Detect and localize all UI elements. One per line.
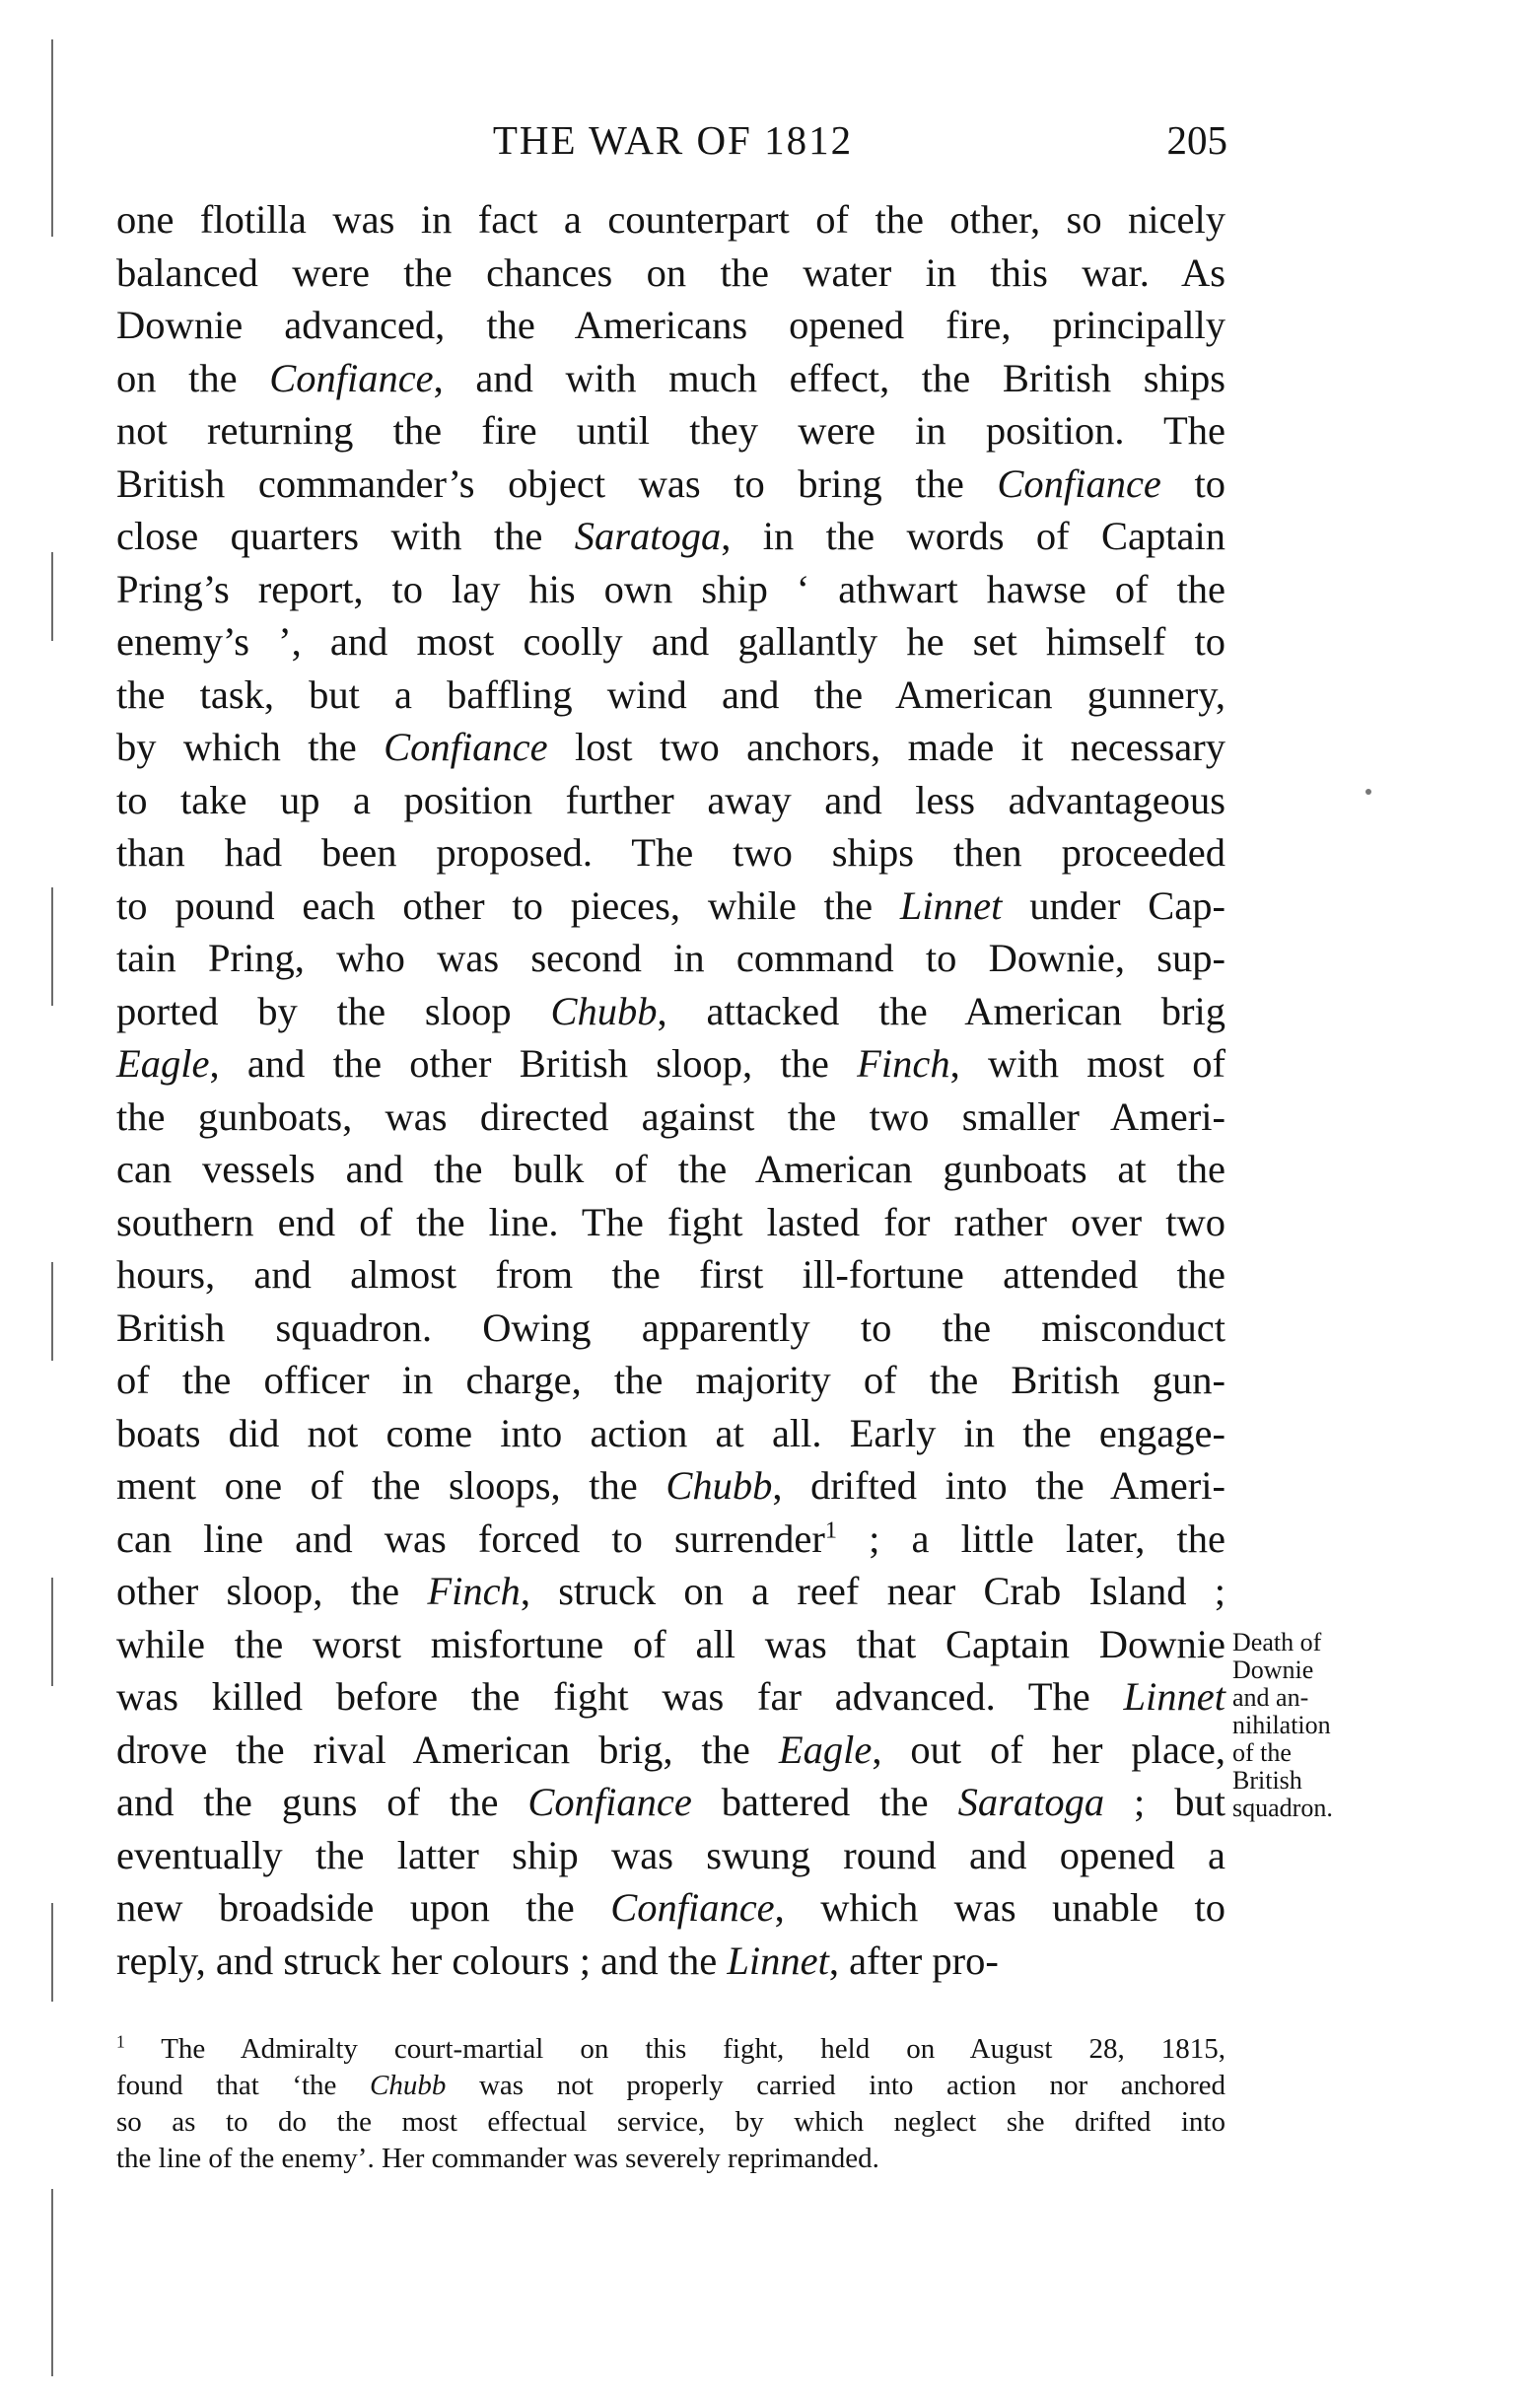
marginal-note-line: nihilation xyxy=(1232,1711,1331,1739)
footnote-marker: 1 xyxy=(824,1516,838,1543)
italic-text: Confiance xyxy=(527,1780,692,1824)
text-run: ment one of the sloops, the xyxy=(116,1463,666,1508)
footnote-line xyxy=(116,2104,1225,2141)
text-run: was killed before the fight was far advanced. The xyxy=(116,1674,1124,1719)
text-run: other sloop, the xyxy=(116,1569,428,1613)
body-line xyxy=(116,1881,1225,1935)
scan-speck xyxy=(1365,789,1371,795)
text-run: , drifted into the Ameri- xyxy=(772,1463,1225,1508)
body-line xyxy=(116,721,1225,774)
body-line xyxy=(116,458,1225,511)
body-line xyxy=(116,826,1225,880)
text-run: southern end of the line. The fight lasted for rather over two xyxy=(116,1199,1225,1244)
body-line xyxy=(116,1459,1225,1513)
body-line xyxy=(116,1565,1225,1618)
body-line xyxy=(116,1302,1225,1355)
text-run: enemy’s ’, and most coolly and gallantly he set himself to xyxy=(116,619,1225,664)
italic-text: Linnet xyxy=(727,1938,829,1983)
text-run: to pound each other to pieces, while the xyxy=(116,882,900,928)
body-line xyxy=(116,352,1225,405)
italic-text: Chubb xyxy=(550,988,658,1033)
body-line xyxy=(116,1935,1225,1988)
text-run: ; a little later, the xyxy=(837,1515,1225,1561)
text-run: the task, but a baffling wind and the American gunnery, xyxy=(116,671,1225,717)
text-run: while the worst misfortune of all was that Captain Downie xyxy=(116,1621,1225,1666)
scan-gutter-line xyxy=(51,1903,53,2002)
italic-text: Confiance xyxy=(384,725,548,769)
text-run: The Admiralty court-martial on this fight, held on August 28, 1815, xyxy=(124,2033,1225,2065)
body-line xyxy=(116,669,1225,722)
body-line xyxy=(116,1143,1225,1196)
body-line xyxy=(116,615,1225,669)
text-run: not returning the fire until they were in position. The xyxy=(116,408,1225,453)
italic-text: Chubb xyxy=(370,2070,447,2101)
body-text xyxy=(116,193,1225,1987)
text-run: by which the xyxy=(116,725,385,769)
text-run: , attacked the American brig xyxy=(657,988,1225,1033)
text-run: boats did not come into action at all. Early in the engage- xyxy=(116,1410,1225,1455)
text-run: under Cap- xyxy=(1002,882,1225,928)
scan-gutter-line xyxy=(51,1578,53,1686)
body-line xyxy=(116,193,1225,247)
scan-gutter-line xyxy=(51,887,53,1006)
text-run: one flotilla was in fact a counterpart of the other, so nicely xyxy=(116,197,1225,242)
text-run: ported by the sloop xyxy=(116,988,551,1033)
text-run: to take up a position further away and less advantageous xyxy=(116,777,1225,822)
body-line xyxy=(116,985,1225,1038)
text-run: battered the xyxy=(691,1780,958,1824)
marginal-note-line: British xyxy=(1232,1766,1302,1795)
page-number: 205 xyxy=(1166,117,1227,163)
text-run: Downie advanced, the Americans opened fire, principally xyxy=(116,303,1225,347)
text-run: ; but xyxy=(1104,1780,1225,1824)
page-header xyxy=(118,116,1227,176)
body-line xyxy=(116,404,1225,458)
text-run: tain Pring, who was second in command to Downie, sup- xyxy=(116,936,1225,980)
text-run: the line of the enemy’. Her commander was severely reprimanded. xyxy=(116,2143,879,2174)
text-run: British commander’s object was to bring the xyxy=(116,460,998,506)
text-run: so as to do the most effectual service, by which neglect she drifted into xyxy=(116,2106,1225,2138)
body-line xyxy=(116,1513,1225,1566)
text-run: lost two anchors, made it necessary xyxy=(547,725,1225,769)
footnote-line xyxy=(116,2141,1225,2177)
footnote xyxy=(116,2031,1225,2177)
italic-text: Saratoga xyxy=(574,514,722,558)
marginal-note-line: of the xyxy=(1232,1738,1292,1767)
italic-text: Eagle xyxy=(116,1041,210,1086)
footnote-line xyxy=(116,2068,1225,2104)
body-line xyxy=(116,1091,1225,1144)
italic-text: Finch xyxy=(857,1041,950,1086)
italic-text: Finch xyxy=(427,1569,521,1613)
body-line xyxy=(116,1037,1225,1091)
text-run: balanced were the chances on the water in this war. As xyxy=(116,249,1225,295)
marginal-note-line: Death of xyxy=(1232,1628,1322,1656)
text-run: can line and was forced to surrender xyxy=(116,1515,825,1561)
italic-text: Confiance xyxy=(610,1885,775,1930)
body-line xyxy=(116,1618,1225,1671)
text-run: can vessels and the bulk of the American gunboats at the xyxy=(116,1147,1225,1191)
footnote-marker: 1 xyxy=(116,2031,125,2052)
text-run: to xyxy=(1160,460,1225,506)
text-run: the gunboats, was directed against the two smaller Ameri- xyxy=(116,1093,1225,1139)
text-run: found that ‘the xyxy=(116,2070,371,2101)
text-run: close quarters with the xyxy=(116,514,575,558)
body-line xyxy=(116,563,1225,616)
text-run: British squadron. Owing apparently to the misconduct xyxy=(116,1304,1225,1350)
marginal-note-line: and an- xyxy=(1232,1683,1309,1712)
text-run: , in the words of Captain xyxy=(721,514,1225,558)
body-line xyxy=(116,880,1225,933)
body-line xyxy=(116,1776,1225,1829)
body-line xyxy=(116,1196,1225,1249)
italic-text: Linnet xyxy=(899,882,1003,928)
marginal-note xyxy=(1232,1629,1390,1822)
italic-text: Saratoga xyxy=(957,1780,1105,1824)
text-run: , with most of xyxy=(949,1041,1225,1086)
text-run: on the xyxy=(116,355,270,400)
text-run: drove the rival American brig, the xyxy=(116,1727,779,1772)
text-run: hours, and almost from the first ill-fortune attended the xyxy=(116,1252,1225,1297)
italic-text: Confiance xyxy=(269,355,434,400)
scan-gutter-line xyxy=(51,2189,53,2376)
text-run: and the guns of the xyxy=(116,1780,528,1824)
marginal-note-line: Downie xyxy=(1232,1656,1314,1684)
body-line xyxy=(116,299,1225,352)
marginal-note-line: squadron. xyxy=(1232,1794,1333,1822)
text-run: reply, and struck her colours ; and the xyxy=(116,1938,728,1983)
text-run: , and with much effect, the British ships xyxy=(433,355,1225,400)
text-run: , after pro- xyxy=(828,1938,999,1983)
scan-gutter-line xyxy=(51,1262,53,1361)
text-run: of the officer in charge, the majority of the British gun- xyxy=(116,1358,1225,1402)
body-line xyxy=(116,1724,1225,1777)
running-title: THE WAR OF 1812 xyxy=(492,117,854,163)
text-run: , and the other British sloop, the xyxy=(209,1041,858,1086)
body-line xyxy=(116,774,1225,827)
italic-text: Chubb xyxy=(665,1463,773,1508)
text-run: new broadside upon the xyxy=(116,1885,611,1930)
scan-gutter-line xyxy=(51,39,53,237)
body-line xyxy=(116,932,1225,985)
body-line xyxy=(116,1407,1225,1460)
footnote-line xyxy=(116,2031,1225,2068)
text-run: eventually the latter ship was swung round and opened a xyxy=(116,1832,1225,1877)
body-line xyxy=(116,1670,1225,1724)
text-run: , which was unable to xyxy=(774,1885,1225,1930)
text-run: , struck on a reef near Crab Island ; xyxy=(520,1569,1225,1613)
italic-text: Linnet xyxy=(1123,1674,1225,1719)
body-line xyxy=(116,1248,1225,1302)
text-run: was not properly carried into action nor anchored xyxy=(446,2070,1225,2101)
body-line xyxy=(116,1829,1225,1882)
text-run: , out of her place, xyxy=(872,1727,1225,1772)
body-line xyxy=(116,510,1225,563)
italic-text: Confiance xyxy=(997,460,1161,506)
text-run: than had been proposed. The two ships then proceeded xyxy=(116,830,1225,875)
text-run: Pring’s report, to lay his own ship ‘ athwart hawse of the xyxy=(116,566,1225,611)
scan-gutter-line xyxy=(51,552,53,641)
body-line xyxy=(116,247,1225,300)
body-line xyxy=(116,1354,1225,1407)
italic-text: Eagle xyxy=(778,1727,873,1772)
